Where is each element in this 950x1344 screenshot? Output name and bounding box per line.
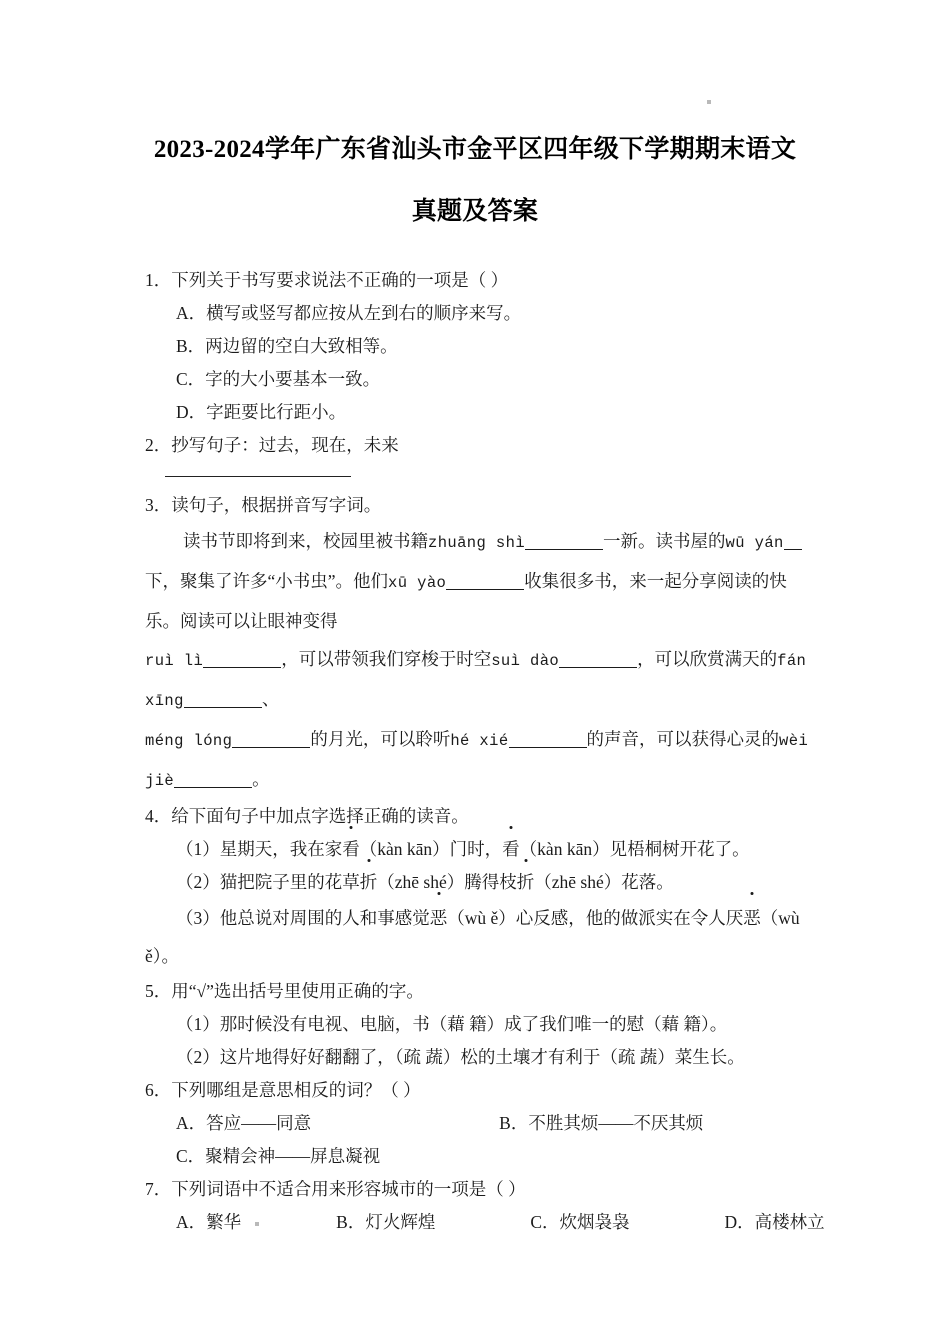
question-1-option-a[interactable]: A．横写或竖写都应按从左到右的顺序来写。 <box>176 303 522 323</box>
q3-text-10: 的声音，可以获得心灵的 <box>586 729 780 749</box>
question-4-sub-2 <box>0 866 950 899</box>
question-3-body-line-7 <box>0 760 950 800</box>
q3-pinyin-jie: jiè <box>145 772 175 790</box>
question-3-body-line-2 <box>0 562 950 602</box>
question-3-stem: 3．读句子，根据拼音写字词。 <box>145 495 382 515</box>
q3-pinyin-menglong: méng lóng <box>145 732 233 750</box>
question-1-option-c[interactable]: C．字的大小要基本一致。 <box>176 369 381 389</box>
question-6-option-c[interactable]: C．聚精会神——屏息凝视 <box>176 1146 381 1166</box>
q4-2-text-a: （2）猫把院子里的花草 <box>176 872 360 892</box>
question-2 <box>0 429 950 477</box>
question-3-body-line-4 <box>0 640 950 680</box>
q3-blank-1[interactable] <box>525 534 603 550</box>
q3-text-6: ，可以带领我们穿梭于时空 <box>281 649 492 669</box>
q3-text-1: 读书节即将到来，校园里被书籍 <box>183 531 428 551</box>
document-title <box>0 124 950 238</box>
q3-blank-9[interactable] <box>174 772 252 788</box>
question-1 <box>0 264 950 429</box>
q3-pinyin-wuyan: wū yán <box>725 534 784 552</box>
q4-1-text-a: （1）星期天，我在家 <box>176 839 343 859</box>
question-5 <box>0 975 950 1074</box>
q3-text-11: 。 <box>252 769 270 789</box>
scan-artifact-speck-top <box>707 100 711 104</box>
question-7-stem: 7．下列词语中不适合用来形容城市的一项是（ ） <box>145 1179 526 1199</box>
question-7 <box>0 1173 950 1239</box>
q3-blank-8[interactable] <box>509 732 587 748</box>
question-1-option-d[interactable]: D．字距要比行距小。 <box>176 402 347 422</box>
q3-pinyin-fan: fán <box>777 652 807 670</box>
q4-2-text-b: （zhē shé）腾得枝 <box>377 872 517 892</box>
q3-blank-5[interactable] <box>559 652 637 668</box>
q4-3-text-c: （wù <box>760 908 800 928</box>
q4-1-dotted-char-2: 看 <box>502 833 520 866</box>
q4-3-dotted-char-1: 恶 <box>430 899 448 937</box>
scan-artifact-speck-bottom <box>255 1222 259 1226</box>
q4-1-text-b: （kàn kān）门时， <box>359 839 503 859</box>
question-5-sub-2[interactable]: （2）这片地得好好翻翻了，（疏 蔬）松的土壤才有利于（疏 蔬）菜生长。 <box>176 1047 745 1067</box>
q4-2-dotted-char-1: 折 <box>360 866 378 899</box>
question-4-sub-1 <box>0 833 950 866</box>
question-7-option-row <box>0 1206 950 1239</box>
q4-3-text-d: ě）。 <box>145 946 180 966</box>
question-4 <box>0 800 950 975</box>
q3-pinyin-xuyao: xū yào <box>388 574 447 592</box>
q4-1-dotted-char-1: 看 <box>342 833 360 866</box>
q3-pinyin-suidao: suì dào <box>491 652 560 670</box>
q3-text-2: 一新。读书屋的 <box>603 531 726 551</box>
question-3-body-line-5 <box>0 680 950 720</box>
question-6-option-a[interactable]: A．答应——同意 <box>176 1113 312 1133</box>
q3-pinyin-hexie: hé xié <box>450 732 509 750</box>
question-1-stem: 1．下列关于书写要求说法不正确的一项是（ ） <box>145 270 509 290</box>
question-4-stem: 4．给下面句子中加点字选择正确的读音。 <box>145 806 469 826</box>
question-6-stem: 6．下列哪组是意思相反的词？（ ） <box>145 1080 421 1100</box>
question-3-body-line-1 <box>0 522 950 562</box>
question-7-option-c[interactable]: C．炊烟袅袅 <box>530 1212 630 1232</box>
question-3-body-line-6 <box>0 720 950 760</box>
q4-3-text-a: （3）他总说对周围的人和事感觉 <box>176 908 430 928</box>
question-6-option-row-2 <box>0 1140 950 1173</box>
question-2-answer-line[interactable] <box>165 476 351 477</box>
q3-text-3: 下，聚集了许多“小书虫”。他们 <box>145 571 389 591</box>
question-4-sub-3-cont <box>0 937 950 975</box>
question-6-option-row-1 <box>0 1107 950 1140</box>
question-7-option-a[interactable]: A．繁华 <box>176 1212 242 1232</box>
q4-3-text-b: （wù ě）心反感，他的做派实在令人厌 <box>447 908 744 928</box>
question-3 <box>0 489 950 800</box>
q3-pinyin-xing: xīng <box>145 692 184 710</box>
q3-blank-3[interactable] <box>446 574 524 590</box>
question-3-body-line-3 <box>0 602 950 640</box>
question-1-option-b[interactable]: B．两边留的空白大致相等。 <box>176 336 398 356</box>
question-6 <box>0 1074 950 1173</box>
q3-text-5: 乐。阅读可以让眼神变得 <box>145 611 338 631</box>
q3-text-7: ，可以欣赏满天的 <box>637 649 778 669</box>
q3-pinyin-zhuangshi: zhuāng shì <box>428 534 526 552</box>
question-list <box>0 264 950 1239</box>
question-7-option-d[interactable]: D．高楼林立 <box>724 1212 825 1232</box>
q3-blank-2[interactable] <box>784 534 802 550</box>
q3-blank-7[interactable] <box>232 732 310 748</box>
question-5-stem: 5．用“√”选出括号里使用正确的字。 <box>145 981 424 1001</box>
title-line-1: 2023-2024学年广东省汕头市金平区四年级下学期期末语文 <box>153 136 797 163</box>
title-line-2: 真题及答案 <box>411 198 539 225</box>
question-6-option-b[interactable]: B．不胜其烦——不厌其烦 <box>499 1113 704 1133</box>
q4-1-text-c: （kàn kān）见梧桐树开花了。 <box>519 839 750 859</box>
q3-text-8: 、 <box>261 689 280 709</box>
question-7-option-b[interactable]: B．灯火辉煌 <box>336 1212 436 1232</box>
q3-pinyin-wei: wèi <box>779 732 809 750</box>
q3-text-4: 收集很多书，来一起分享阅读的快 <box>524 571 787 591</box>
question-5-sub-1[interactable]: （1）那时候没有电视、电脑，书（藉 籍）成了我们唯一的慰（藉 籍）。 <box>176 1014 728 1034</box>
q3-text-9: 的月光，可以聆听 <box>310 729 451 749</box>
q3-blank-4[interactable] <box>203 652 281 668</box>
question-2-stem: 2．抄写句子：过去，现在，未来 <box>145 435 399 455</box>
q3-pinyin-ruili: ruì lì <box>145 652 204 670</box>
q4-2-dotted-char-2: 折 <box>517 866 535 899</box>
question-4-sub-3 <box>0 899 950 937</box>
q4-2-text-c: （zhē shé）花落。 <box>534 872 674 892</box>
q4-3-dotted-char-2: 恶 <box>743 899 761 937</box>
q3-blank-6[interactable] <box>184 692 262 708</box>
